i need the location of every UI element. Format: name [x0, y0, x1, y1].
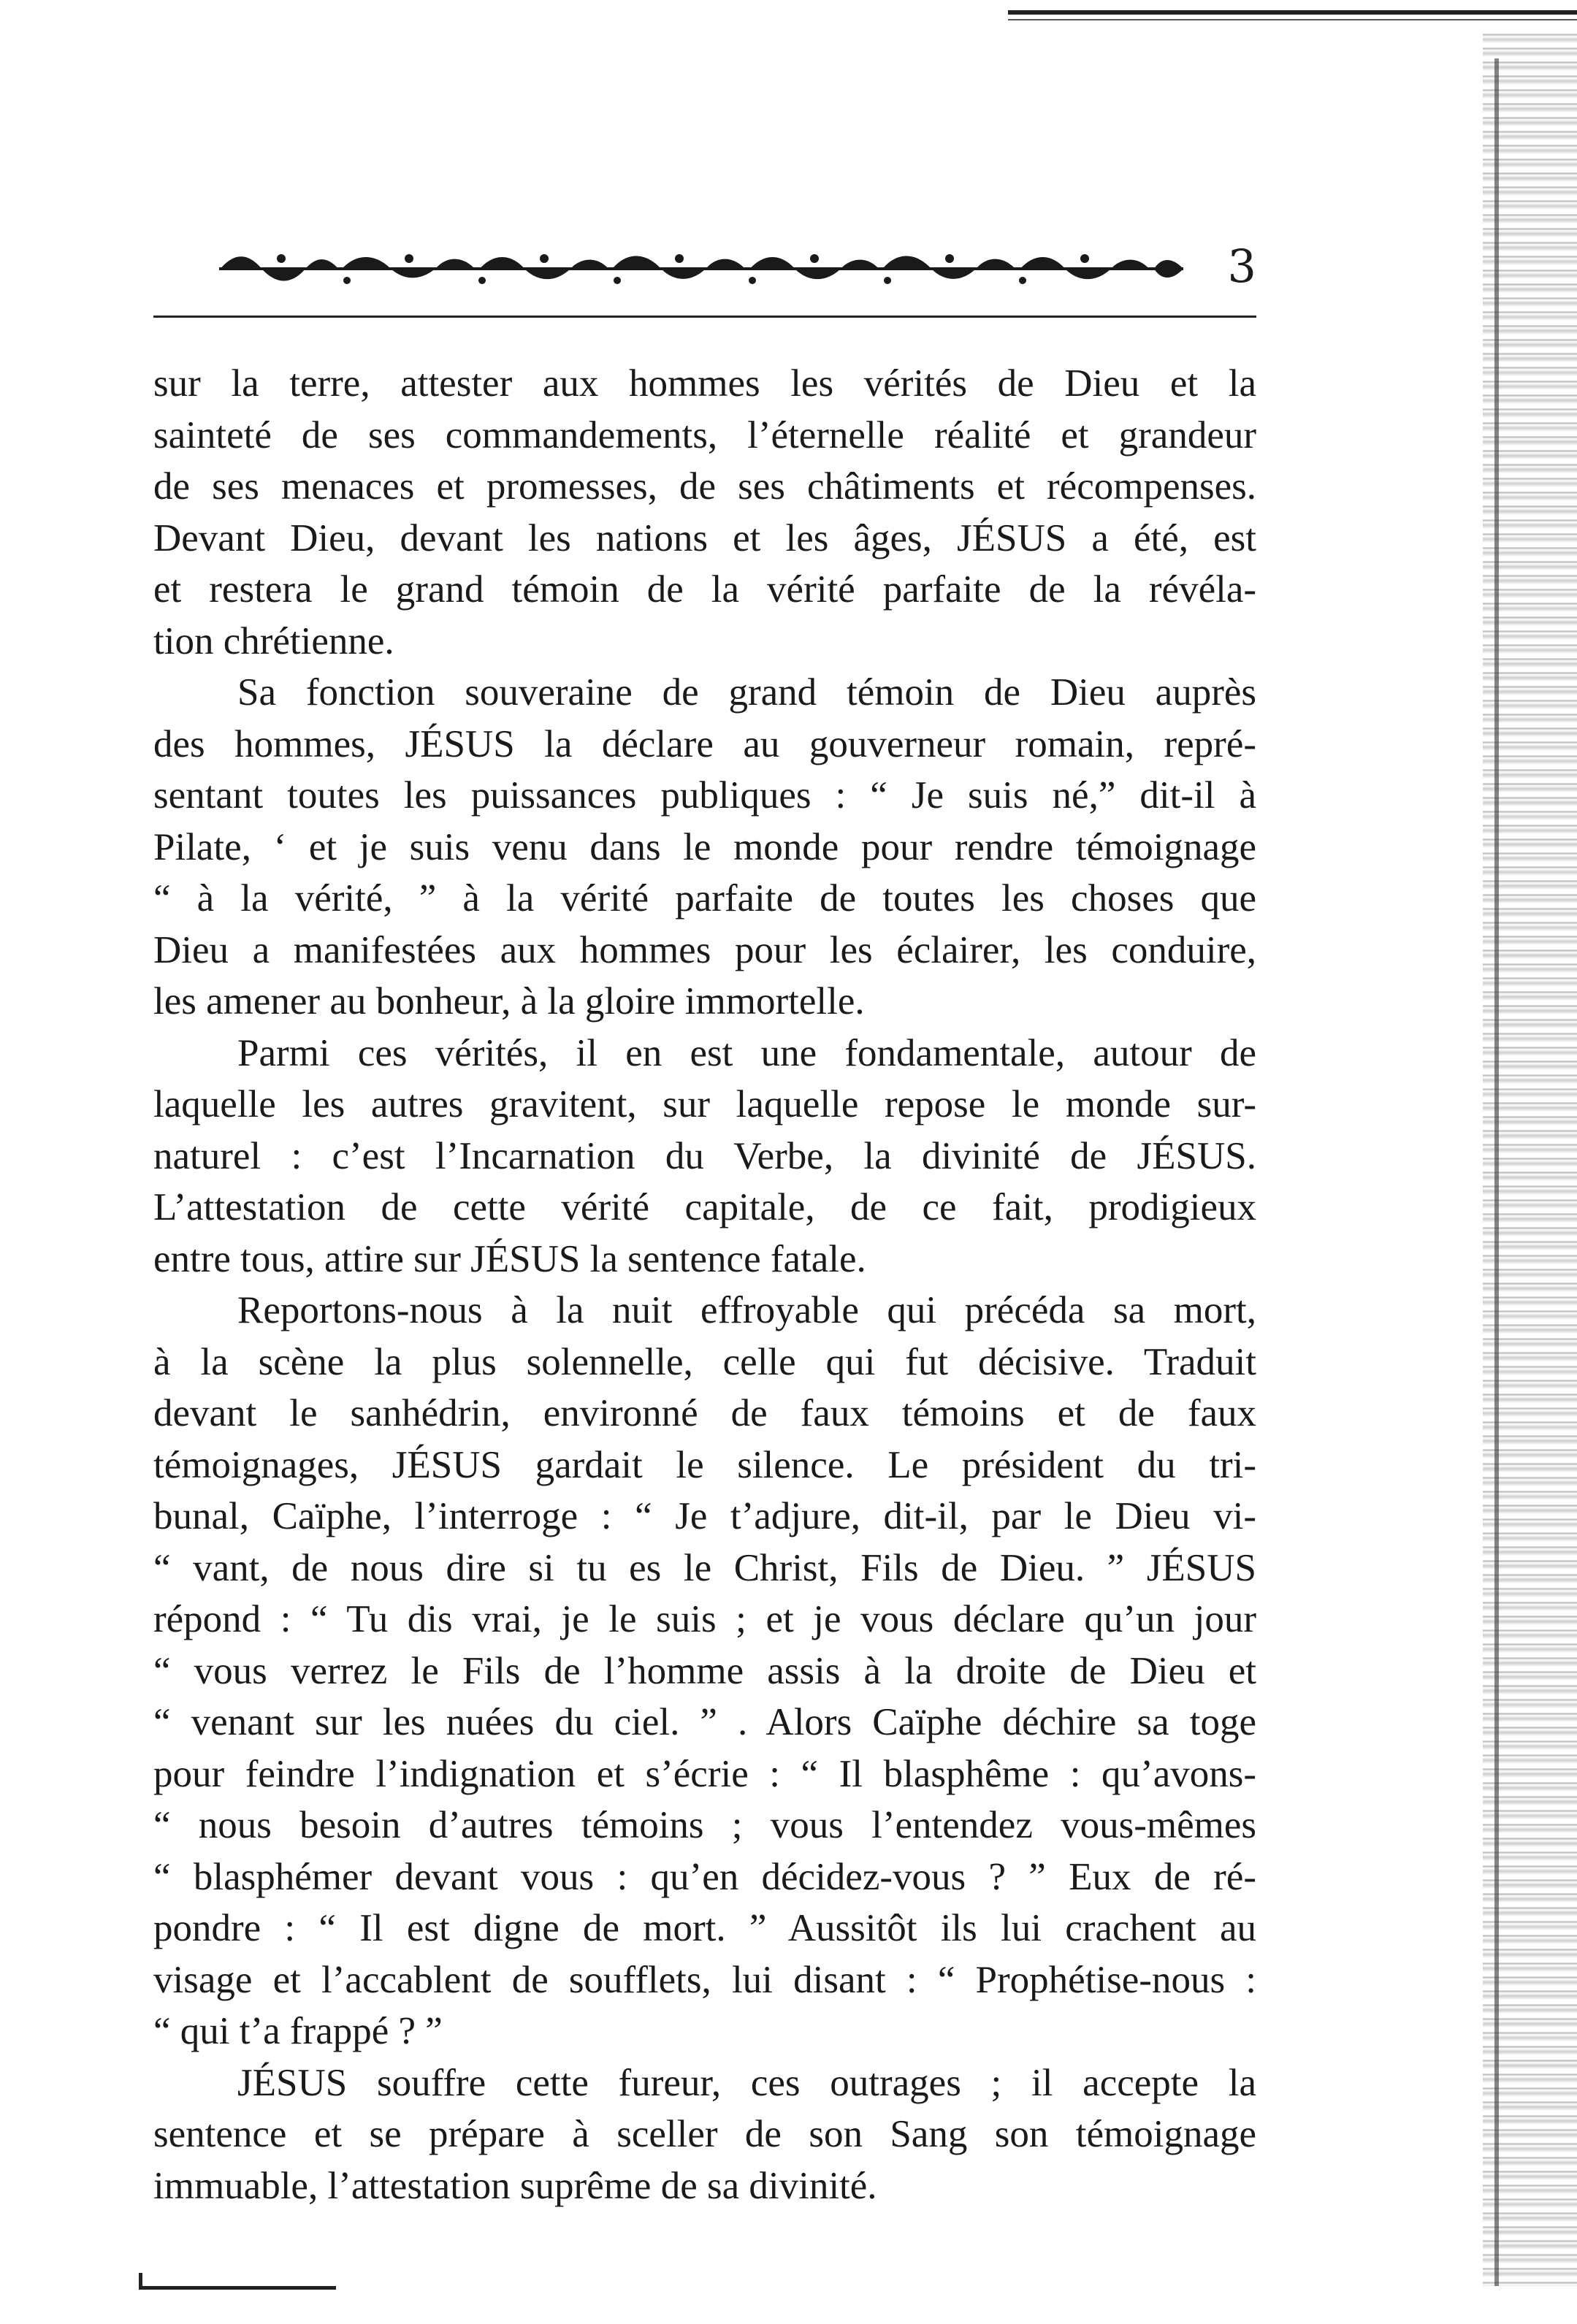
text-line: sentence et se prépare à sceller de son Sang son témoignage — [153, 2113, 1256, 2155]
text-line: de ses menaces et promesses, de ses châtiments et récompenses. — [153, 465, 1256, 508]
body-text — [153, 358, 1256, 2212]
scan-artifact-edge-line — [1494, 58, 1499, 2286]
text-line: “ qui t’a frappé ? ” — [153, 2010, 443, 2052]
scan-artifact-bottom-mark — [139, 2286, 336, 2290]
text-line: Sa fonction souveraine de grand témoin de Dieu auprès — [237, 671, 1256, 714]
running-header — [219, 241, 1256, 292]
paragraph — [153, 358, 1256, 667]
text-line: naturel : c’est l’Incarnation du Verbe, la divinité de JÉSUS. — [153, 1134, 1256, 1177]
text-line: sentant toutes les puissances publiques : “ Je suis né,” dit-il à — [153, 774, 1256, 817]
text-line: bunal, Caïphe, l’interroge : “ Je t’adjure, dit-il, par le Dieu vi- — [153, 1495, 1256, 1537]
text-line: “ nous besoin d’autres témoins ; vous l’entendez vous-mêmes — [153, 1804, 1256, 1846]
text-line: “ vous verrez le Fils de l’homme assis à la droite de Dieu et — [153, 1649, 1256, 1692]
text-line: sainteté de ses commandements, l’éternelle réalité et grandeur — [153, 413, 1256, 456]
paragraph — [153, 1285, 1256, 2057]
text-line: tion chrétienne. — [153, 619, 394, 662]
text-line: Reportons-nous à la nuit effroyable qui précéda sa mort, — [237, 1289, 1256, 1331]
scan-artifact-bottom-tick — [139, 2273, 142, 2289]
text-line: pour feindre l’indignation et s’écrie : “ Il blasphême : qu’avons- — [153, 1752, 1256, 1795]
text-line: Parmi ces vérités, il en est une fondamentale, autour de — [237, 1031, 1256, 1074]
text-line: pondre : “ Il est digne de mort. ” Aussitôt ils lui crachent au — [153, 1907, 1256, 1949]
text-line: sur la terre, attester aux hommes les vérités de Dieu et la — [153, 362, 1256, 405]
text-line: “ venant sur les nuées du ciel. ” . Alors Caïphe déchire sa toge — [153, 1701, 1256, 1743]
text-line: et restera le grand témoin de la vérité parfaite de la révéla- — [153, 568, 1256, 611]
text-line: entre tous, attire sur JÉSUS la sentence fatale. — [153, 1237, 866, 1280]
header-rule — [153, 316, 1256, 318]
text-line: immuable, l’attestation suprême de sa divinité. — [153, 2164, 877, 2207]
text-line: L’attestation de cette vérité capitale, de ce fait, prodigieux — [153, 1186, 1256, 1228]
text-line: les amener au bonheur, à la gloire immortelle. — [153, 980, 865, 1023]
paragraph — [153, 1028, 1256, 1285]
scan-artifact-top-rule — [1008, 10, 1577, 15]
text-line: Dieu a manifestées aux hommes pour les éclairer, les conduire, — [153, 928, 1256, 971]
text-line: Pilate, ‘ et je suis venu dans le monde pour rendre témoignage — [153, 825, 1256, 868]
text-line: JÉSUS souffre cette fureur, ces outrages ; il accepte la — [237, 2061, 1256, 2104]
text-line: “ à la vérité, ” à la vérité parfaite de toutes les choses que — [153, 877, 1256, 920]
text-line: à la scène la plus solennelle, celle qui fut décisive. Traduit — [153, 1340, 1256, 1383]
text-line: laquelle les autres gravitent, sur laquelle repose le monde sur- — [153, 1083, 1256, 1125]
scan-artifact-top-rule-thin — [1008, 19, 1577, 20]
text-line: devant le sanhédrin, environné de faux témoins et de faux — [153, 1392, 1256, 1434]
paragraph — [153, 667, 1256, 1028]
text-line: des hommes, JÉSUS la déclare au gouverneur romain, repré- — [153, 722, 1256, 765]
decorative-header-ornament-icon — [219, 248, 1183, 286]
page-number: 3 — [1227, 240, 1256, 293]
paragraph — [153, 2057, 1256, 2212]
text-line: témoignages, JÉSUS gardait le silence. Le président du tri- — [153, 1443, 1256, 1486]
text-line: visage et l’accablent de soufflets, lui disant : “ Prophétise-nous : — [153, 1958, 1256, 2001]
text-line: répond : “ Tu dis vrai, je le suis ; et je vous déclare qu’un jour — [153, 1598, 1256, 1640]
text-line: “ vant, de nous dire si tu es le Christ, Fils de Dieu. ” JÉSUS — [153, 1546, 1256, 1589]
text-line: Devant Dieu, devant les nations et les âges, JÉSUS a été, est — [153, 516, 1256, 559]
text-line: “ blasphémer devant vous : qu’en décidez-vous ? ” Eux de ré- — [153, 1855, 1256, 1898]
